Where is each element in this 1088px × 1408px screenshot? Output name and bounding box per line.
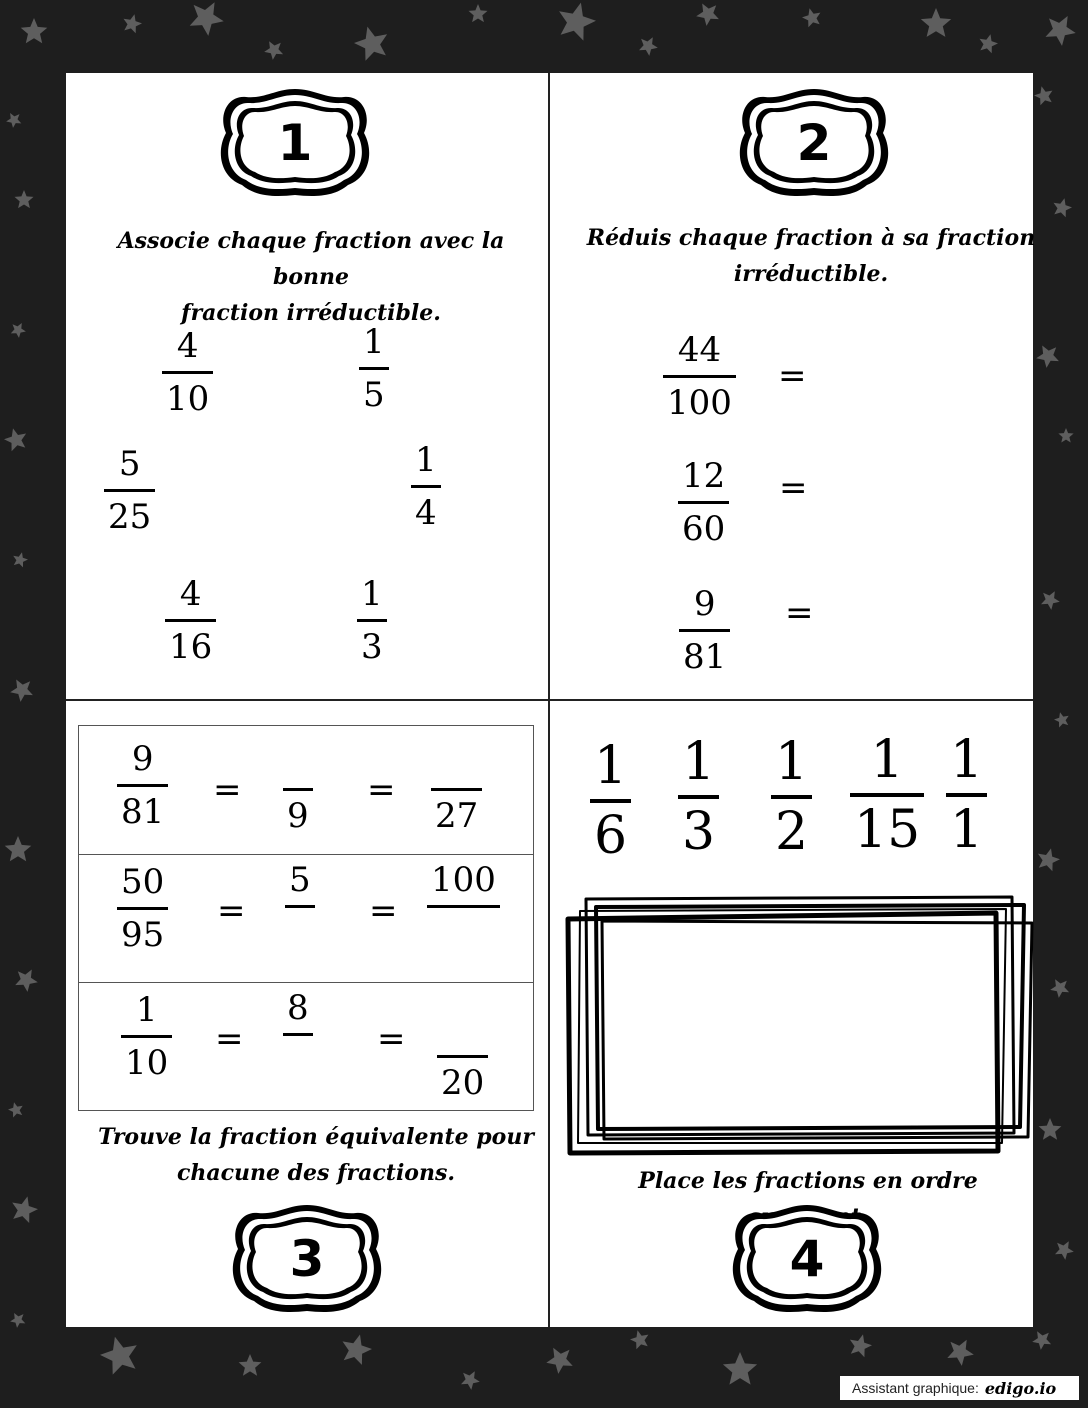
numerator: 5 <box>289 860 311 900</box>
star-icon <box>190 2 224 36</box>
numerator: 1 <box>950 730 984 790</box>
fraction-blank-numerator <box>283 742 313 837</box>
table-row <box>79 726 533 853</box>
fraction-bar <box>678 501 729 504</box>
denominator: 9 <box>287 796 309 836</box>
numerator: 1 <box>870 730 904 790</box>
numerator: 1 <box>363 322 385 362</box>
s4-fraction-1-2 <box>771 733 812 861</box>
fraction-blank-denominator <box>427 859 500 954</box>
numerator: 1 <box>135 990 158 1030</box>
star-icon <box>354 27 387 61</box>
denominator: 1 <box>950 800 984 860</box>
fraction-bar <box>359 367 389 370</box>
fraction-bar <box>427 905 500 908</box>
denominator <box>459 912 467 954</box>
s1-fraction-4-16 <box>165 573 216 668</box>
footer-credit[interactable] <box>840 1376 1079 1400</box>
star-icon <box>1050 979 1069 998</box>
section-1-number: 1 <box>277 114 313 172</box>
star-icon <box>980 34 999 53</box>
numerator: 44 <box>677 330 722 370</box>
star-icon <box>264 41 283 60</box>
star-icon <box>559 3 596 41</box>
star-icon <box>239 1354 262 1376</box>
footer-brand: edigo.io <box>984 1378 1057 1398</box>
denominator: 4 <box>415 493 437 533</box>
s1-fraction-1-3 <box>357 573 387 668</box>
star-icon <box>1054 198 1073 217</box>
fraction-bar <box>165 619 216 622</box>
star-icon <box>1054 712 1069 727</box>
fraction <box>117 738 168 833</box>
fraction-blank-numerator <box>437 1009 488 1104</box>
table-row <box>79 854 533 982</box>
denominator: 95 <box>121 915 165 955</box>
denominator: 60 <box>682 509 726 549</box>
star-icon <box>4 428 26 451</box>
section-3-instruction <box>96 1119 536 1191</box>
fraction-bar <box>431 788 482 791</box>
star-icon <box>469 4 488 22</box>
section-2-instruction-line2: irréductible. <box>733 261 889 287</box>
star-icon <box>100 1337 137 1375</box>
equals-sign: = <box>779 468 808 508</box>
numerator: 50 <box>121 862 165 902</box>
fraction-bar <box>850 793 924 797</box>
star-icon <box>10 680 33 702</box>
fraction-bar <box>104 489 155 492</box>
s4-fraction-1-6 <box>590 737 631 865</box>
numerator <box>459 1009 467 1051</box>
star-icon <box>8 1102 23 1117</box>
fraction-bar <box>437 1055 488 1058</box>
section-1-instruction <box>86 223 536 331</box>
denominator: 10 <box>125 1043 169 1083</box>
numerator: 1 <box>415 440 437 480</box>
star-icon <box>802 8 820 27</box>
equals-sign: = <box>213 770 242 810</box>
fraction-bar <box>117 784 168 787</box>
star-icon <box>6 113 21 128</box>
star-icon <box>1036 346 1059 368</box>
section-2-badge <box>733 85 895 201</box>
fraction-bar <box>283 788 313 791</box>
denominator <box>294 1040 302 1082</box>
fraction-bar <box>121 1035 172 1038</box>
star-icon <box>12 1196 38 1223</box>
star-icon <box>11 323 26 338</box>
denominator: 16 <box>169 627 213 667</box>
section-1-badge <box>214 85 376 201</box>
fraction-bar <box>679 629 730 632</box>
section-4-badge <box>726 1201 888 1317</box>
fraction-bar <box>678 795 719 799</box>
denominator: 81 <box>121 792 165 832</box>
s4-fraction-1-1 <box>946 731 987 859</box>
section-2-instruction-line1: Réduis chaque fraction à sa fraction <box>586 225 1036 251</box>
fraction-blank-denominator <box>285 859 315 954</box>
section-1-instruction-line2: fraction irréductible. <box>181 300 441 326</box>
s1-fraction-4-10 <box>162 325 213 420</box>
denominator <box>296 912 304 954</box>
section-2-instruction <box>586 220 1036 292</box>
section-3-instruction-line1: Trouve la fraction équivalente pour <box>98 1124 534 1150</box>
numerator: 9 <box>131 739 154 779</box>
section-4-number: 4 <box>789 1230 825 1288</box>
star-icon <box>15 190 34 208</box>
s2-fraction-12-60 <box>678 455 729 550</box>
denominator: 3 <box>361 627 383 667</box>
worksheet <box>66 73 1036 1327</box>
star-icon <box>1032 1331 1051 1350</box>
fraction <box>121 989 172 1084</box>
numerator: 1 <box>361 574 383 614</box>
fraction-bar <box>162 371 213 374</box>
star-icon <box>461 1371 480 1390</box>
denominator: 5 <box>363 375 385 415</box>
star-icon <box>1055 1241 1074 1260</box>
numerator: 1 <box>682 732 716 792</box>
star-icon <box>10 1313 25 1328</box>
star-icon <box>921 8 951 37</box>
numerator: 9 <box>693 584 716 624</box>
star-icon <box>1039 1118 1062 1140</box>
star-icon <box>639 37 658 56</box>
star-icon <box>947 1340 974 1366</box>
numerator: 100 <box>431 860 496 900</box>
numerator: 4 <box>179 574 202 614</box>
denominator: 100 <box>667 383 732 423</box>
answer-box[interactable] <box>562 893 1034 1157</box>
star-icon <box>5 836 32 861</box>
s2-fraction-9-81 <box>679 583 730 678</box>
fraction-bar <box>411 485 441 488</box>
star-icon <box>15 970 38 992</box>
denominator: 25 <box>108 497 152 537</box>
star-icon <box>630 1330 648 1349</box>
s4-fraction-1-15 <box>850 731 924 859</box>
denominator: 81 <box>683 637 727 677</box>
section-4-instruction: Place les fractions en ordre <box>638 1168 978 1194</box>
star-icon <box>850 1334 872 1357</box>
equals-sign: = <box>778 356 807 396</box>
numerator: 8 <box>287 988 309 1028</box>
table-row <box>79 982 533 1110</box>
denominator: 15 <box>854 800 921 860</box>
numerator <box>453 742 461 784</box>
star-icon <box>1038 848 1060 871</box>
denominator: 10 <box>166 379 210 419</box>
section-3-instruction-line2: chacune des fractions. <box>176 1160 456 1186</box>
denominator: 2 <box>775 802 809 862</box>
denominator: 27 <box>435 796 479 836</box>
star-icon <box>124 14 143 33</box>
s2-fraction-44-100 <box>663 329 736 424</box>
fraction-bar <box>283 1033 313 1036</box>
star-icon <box>1058 428 1073 443</box>
equals-sign: = <box>367 770 396 810</box>
s1-fraction-5-25 <box>104 443 155 538</box>
equals-sign: = <box>377 1019 406 1059</box>
fraction-bar <box>357 619 387 622</box>
fraction-bar <box>117 907 168 910</box>
fraction <box>117 861 168 956</box>
star-icon <box>1041 591 1060 610</box>
horizontal-divider <box>66 699 1033 701</box>
star-icon <box>13 552 28 567</box>
equals-sign: = <box>217 891 246 931</box>
star-icon <box>1034 86 1052 105</box>
fraction-bar <box>285 905 315 908</box>
numerator: 1 <box>775 732 809 792</box>
star-icon <box>546 1348 572 1374</box>
section-2-number: 2 <box>796 114 832 172</box>
fraction-blank-denominator <box>283 987 313 1082</box>
denominator: 20 <box>441 1063 485 1103</box>
star-icon <box>1046 16 1076 46</box>
s4-fraction-1-3 <box>678 733 719 861</box>
star-icon <box>343 1335 373 1365</box>
fraction-bar <box>663 375 736 378</box>
fraction-bar <box>946 793 987 797</box>
star-icon <box>21 18 48 43</box>
numerator: 5 <box>118 444 141 484</box>
section-3-number: 3 <box>289 1230 325 1288</box>
section-3-badge <box>226 1201 388 1317</box>
numerator: 12 <box>682 456 726 496</box>
equivalent-fractions-table <box>78 725 534 1111</box>
equals-sign: = <box>369 891 398 931</box>
s1-fraction-1-4 <box>411 439 441 534</box>
numerator <box>294 742 302 784</box>
fraction-bar <box>590 799 631 803</box>
numerator: 4 <box>176 326 199 366</box>
equals-sign: = <box>785 593 814 633</box>
fraction-blank-numerator <box>431 742 482 837</box>
denominator: 3 <box>682 802 716 862</box>
s1-fraction-1-5 <box>359 321 389 416</box>
star-icon <box>696 4 719 26</box>
footer-label: Assistant graphique: <box>852 1380 979 1396</box>
equals-sign: = <box>215 1019 244 1059</box>
section-1-instruction-line1: Associe chaque fraction avec la bonne <box>117 228 505 290</box>
fraction-bar <box>771 795 812 799</box>
star-icon <box>723 1352 757 1385</box>
denominator: 6 <box>594 806 628 866</box>
numerator: 1 <box>594 736 628 796</box>
